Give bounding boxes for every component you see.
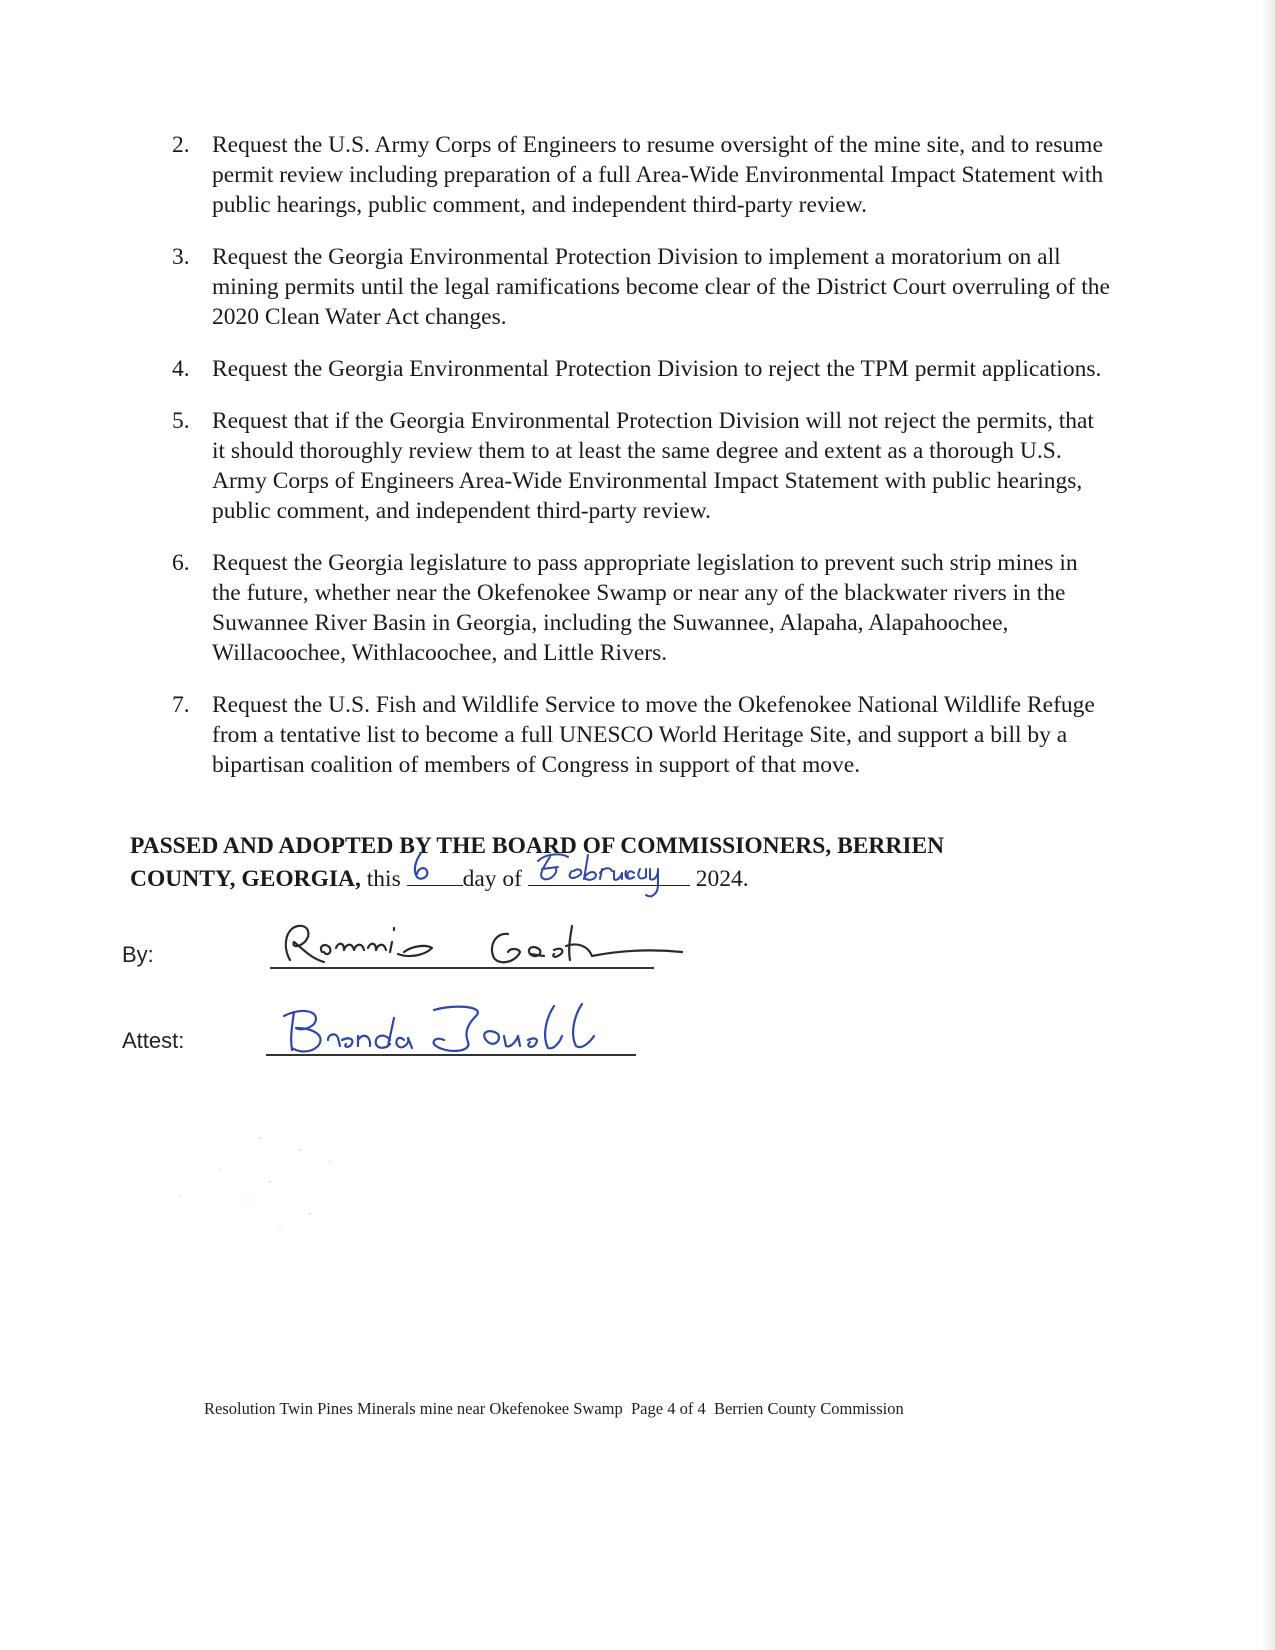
list-item: [172, 242, 1112, 332]
adoption-statement: [130, 832, 1030, 894]
list-item-number: 4.: [172, 356, 190, 382]
adoption-this: this: [366, 866, 401, 892]
list-item: [172, 548, 1112, 668]
page-footer: Resolution Twin Pines Minerals mine near Okefenokee Swamp Page 4 of 4 Berrien County Commission: [204, 1399, 904, 1418]
list-item-number: 7.: [172, 692, 190, 718]
list-item-number: 3.: [172, 244, 190, 270]
list-item-text: Request the Georgia Environmental Protection Division to implement a moratorium on all mining permits until the legal ramifications become clear of the District Court overruling of the 2020 Clean Water Act changes.: [212, 244, 1110, 330]
scan-specks: [160, 1130, 360, 1240]
list-item-text: Request that if the Georgia Environmental Protection Division will not reject the permits, that it should thoroughly review them to at least the same degree and extent as a thorough U.S. Army Corps of Engineers Area-Wide Environmental Impact Statement with public hearings, public comment, and independent third-party review.: [212, 408, 1094, 524]
by-signature: [272, 912, 692, 978]
attest-label: Attest:: [122, 1028, 185, 1053]
list-item-number: 6.: [172, 550, 190, 576]
handwritten-month: [528, 847, 698, 903]
resolution-list: [172, 130, 1112, 802]
by-label: By:: [122, 942, 154, 967]
list-item-text: Request the U.S. Fish and Wildlife Service to move the Okefenokee National Wildlife Refuge from a tentative list to become a full UNESCO World Heritage Site, and support a bill by a bipartisan coalition of members of Congress in support of that move.: [212, 692, 1095, 778]
adoption-year: 2024.: [695, 866, 749, 892]
list-item-number: 5.: [172, 408, 190, 434]
list-item: [172, 130, 1112, 220]
list-item-text: Request the U.S. Army Corps of Engineers to resume oversight of the mine site, and to resume permit review including preparation of a full Area-Wide Environmental Impact Statement with public hearings, public comment, and independent third-party review.: [212, 132, 1104, 218]
attest-signature: [264, 996, 624, 1060]
list-item: [172, 406, 1112, 526]
adoption-bold-text: PASSED AND ADOPTED BY THE BOARD OF COMMISSIONERS, BERRIEN COUNTY, GEORGIA,: [130, 833, 945, 892]
list-item-number: 2.: [172, 132, 190, 158]
list-item-text: Request the Georgia legislature to pass appropriate legislation to prevent such strip mines in the future, whether near the Okefenokee Swamp or near any of the blackwater rivers in the Suwannee River Basin in Georgia, including the Suwannee, Alapaha, Alapahoochee, Willacoochee, Withlacoochee, and Little Rivers.: [212, 550, 1078, 666]
day-blank: [407, 861, 463, 886]
list-item: [172, 354, 1112, 384]
handwritten-day: [407, 847, 463, 887]
list-item: [172, 690, 1112, 780]
month-blank: [528, 861, 690, 886]
list-item-text: Request the Georgia Environmental Protection Division to reject the TPM permit applications.: [212, 356, 1102, 382]
adoption-day-of: day of: [462, 866, 523, 892]
scan-edge-shadow: [1261, 0, 1275, 1650]
